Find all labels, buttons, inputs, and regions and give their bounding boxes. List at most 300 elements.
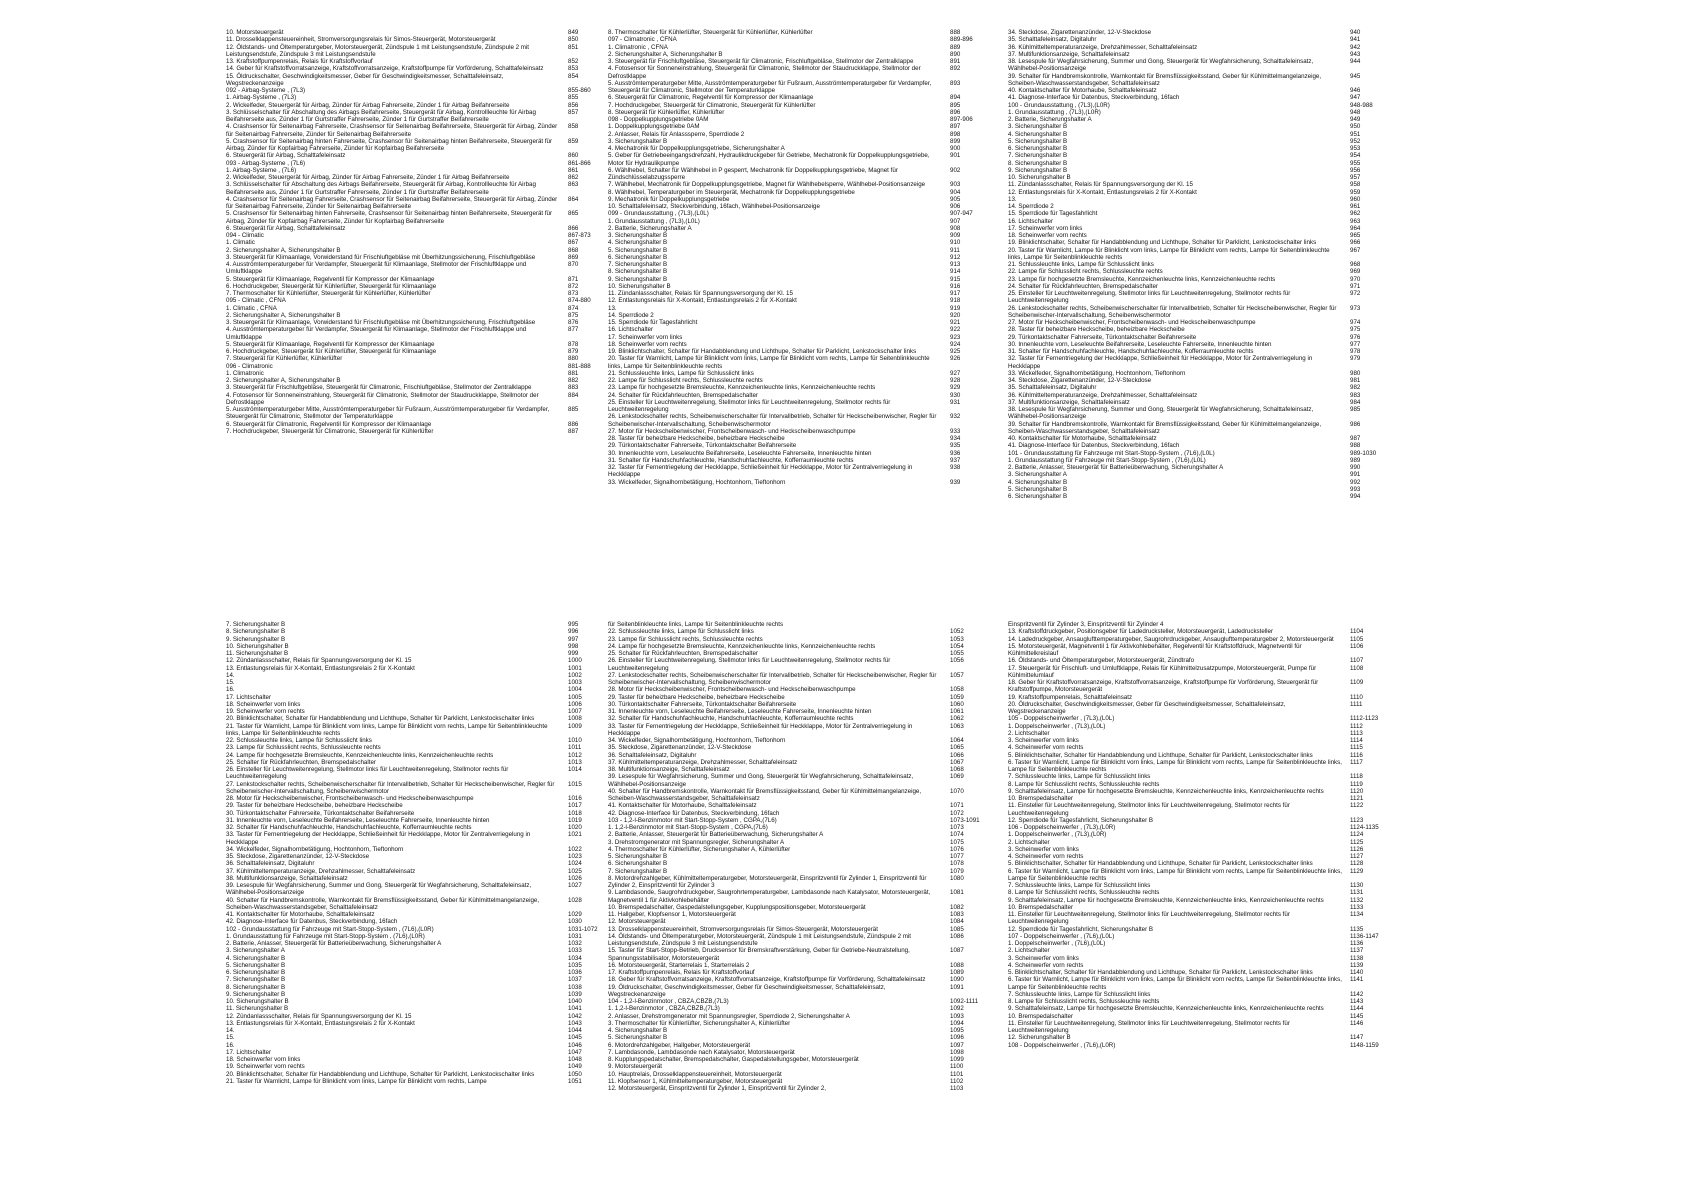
toc-entry[interactable] <box>1008 116 1388 123</box>
toc-entry[interactable] <box>226 254 606 261</box>
toc-entry[interactable] <box>1008 802 1388 817</box>
toc-entry[interactable] <box>226 795 606 802</box>
toc-entry[interactable] <box>608 1013 988 1020</box>
toc-entry[interactable] <box>608 904 988 911</box>
toc-entry[interactable] <box>1008 897 1388 904</box>
toc-entry[interactable] <box>1008 450 1388 457</box>
toc-entry[interactable] <box>608 1071 988 1078</box>
toc-entry[interactable] <box>608 457 988 464</box>
toc-entry[interactable] <box>1008 744 1388 751</box>
toc-entry[interactable] <box>608 947 988 962</box>
toc-entry[interactable] <box>608 131 988 138</box>
toc-entry[interactable] <box>1008 102 1388 109</box>
toc-entry[interactable] <box>608 1034 988 1041</box>
toc-entry[interactable] <box>608 744 988 751</box>
toc-entry[interactable] <box>1008 36 1388 43</box>
toc-entry[interactable] <box>226 781 606 796</box>
toc-entry[interactable] <box>226 868 606 875</box>
toc-entry[interactable] <box>608 276 988 283</box>
toc-entry[interactable] <box>1008 940 1388 947</box>
toc-entry[interactable] <box>1008 657 1388 664</box>
toc-entry[interactable] <box>608 239 988 246</box>
toc-entry[interactable] <box>1008 636 1388 643</box>
toc-entry[interactable] <box>1008 457 1388 464</box>
toc-entry[interactable] <box>1008 955 1388 962</box>
toc-entry[interactable] <box>608 464 988 479</box>
toc-entry[interactable] <box>608 268 988 275</box>
toc-entry[interactable] <box>608 203 988 210</box>
toc-entry[interactable] <box>226 290 606 297</box>
toc-entry[interactable] <box>608 759 988 766</box>
toc-entry[interactable] <box>226 428 606 435</box>
toc-entry[interactable] <box>226 210 606 225</box>
toc-entry[interactable] <box>226 123 606 138</box>
toc-entry[interactable] <box>608 225 988 232</box>
toc-entry[interactable] <box>1008 384 1388 391</box>
toc-entry[interactable] <box>608 341 988 348</box>
toc-entry[interactable] <box>608 1078 988 1085</box>
toc-entry[interactable] <box>608 962 988 969</box>
toc-entry[interactable] <box>608 152 988 167</box>
toc-entry[interactable] <box>1008 174 1388 181</box>
toc-entry[interactable] <box>226 370 606 377</box>
toc-entry[interactable] <box>1008 471 1388 478</box>
toc-entry[interactable] <box>1008 152 1388 159</box>
toc-entry[interactable] <box>226 621 606 628</box>
toc-entry[interactable] <box>608 305 988 312</box>
toc-entry[interactable] <box>608 138 988 145</box>
toc-entry[interactable] <box>1008 947 1388 954</box>
toc-entry[interactable] <box>1008 1013 1388 1020</box>
toc-entry[interactable] <box>1008 817 1388 824</box>
toc-entry[interactable] <box>1008 145 1388 152</box>
toc-entry[interactable] <box>226 384 606 391</box>
toc-entry[interactable] <box>1008 341 1388 348</box>
toc-entry[interactable] <box>1008 29 1388 36</box>
toc-entry[interactable] <box>608 1027 988 1034</box>
toc-entry[interactable] <box>608 773 988 788</box>
toc-entry[interactable] <box>226 305 606 312</box>
toc-entry[interactable] <box>608 261 988 268</box>
toc-entry[interactable] <box>226 802 606 809</box>
toc-entry[interactable] <box>1008 51 1388 58</box>
toc-entry[interactable] <box>608 247 988 254</box>
toc-entry[interactable] <box>226 1013 606 1020</box>
toc-entry[interactable] <box>226 1078 606 1085</box>
toc-entry[interactable] <box>608 918 988 925</box>
toc-entry[interactable] <box>226 363 606 370</box>
toc-entry[interactable] <box>1008 326 1388 333</box>
toc-entry[interactable] <box>226 715 606 722</box>
toc-entry[interactable] <box>1008 853 1388 860</box>
toc-entry[interactable] <box>1008 926 1388 933</box>
toc-entry[interactable] <box>1008 493 1388 500</box>
toc-entry[interactable] <box>1008 94 1388 101</box>
toc-entry[interactable] <box>226 102 606 109</box>
toc-entry[interactable] <box>226 918 606 925</box>
toc-entry[interactable] <box>226 348 606 355</box>
toc-entry[interactable] <box>1008 276 1388 283</box>
toc-entry[interactable] <box>608 348 988 355</box>
toc-entry[interactable] <box>608 123 988 130</box>
toc-entry[interactable] <box>608 643 988 650</box>
toc-entry[interactable] <box>226 297 606 304</box>
toc-entry[interactable] <box>1008 621 1388 628</box>
toc-entry[interactable] <box>1008 305 1388 320</box>
toc-entry[interactable] <box>1008 486 1388 493</box>
toc-entry[interactable] <box>1008 701 1388 716</box>
toc-entry[interactable] <box>226 831 606 846</box>
toc-entry[interactable] <box>226 160 606 167</box>
toc-entry[interactable] <box>1008 464 1388 471</box>
toc-entry[interactable] <box>226 109 606 124</box>
toc-entry[interactable] <box>226 58 606 65</box>
toc-entry[interactable] <box>608 1042 988 1049</box>
toc-entry[interactable] <box>608 29 988 36</box>
toc-entry[interactable] <box>608 413 988 428</box>
toc-entry[interactable] <box>608 1085 988 1092</box>
toc-entry[interactable] <box>1008 889 1388 896</box>
toc-entry[interactable] <box>608 196 988 203</box>
toc-entry[interactable] <box>1008 998 1388 1005</box>
toc-entry[interactable] <box>608 479 988 486</box>
toc-entry[interactable] <box>608 846 988 853</box>
toc-entry[interactable] <box>1008 665 1388 680</box>
toc-entry[interactable] <box>226 708 606 715</box>
toc-entry[interactable] <box>226 326 606 341</box>
toc-entry[interactable] <box>608 715 988 722</box>
toc-entry[interactable] <box>1008 715 1388 722</box>
toc-entry[interactable] <box>226 657 606 664</box>
toc-entry[interactable] <box>608 370 988 377</box>
toc-entry[interactable] <box>226 686 606 693</box>
toc-entry[interactable] <box>1008 268 1388 275</box>
toc-entry[interactable] <box>608 145 988 152</box>
toc-entry[interactable] <box>226 752 606 759</box>
toc-entry[interactable] <box>608 65 988 80</box>
toc-entry[interactable] <box>1008 860 1388 867</box>
toc-entry[interactable] <box>1008 904 1388 911</box>
toc-entry[interactable] <box>608 232 988 239</box>
toc-entry[interactable] <box>1008 911 1388 926</box>
toc-entry[interactable] <box>1008 421 1388 436</box>
toc-entry[interactable] <box>1008 123 1388 130</box>
toc-entry[interactable] <box>226 810 606 817</box>
toc-entry[interactable] <box>1008 991 1388 998</box>
toc-entry[interactable] <box>226 969 606 976</box>
toc-entry[interactable] <box>226 701 606 708</box>
toc-entry[interactable] <box>1008 225 1388 232</box>
toc-entry[interactable] <box>226 984 606 991</box>
toc-entry[interactable] <box>226 167 606 174</box>
toc-entry[interactable] <box>226 138 606 153</box>
toc-entry[interactable] <box>1008 109 1388 116</box>
toc-entry[interactable] <box>226 261 606 276</box>
toc-entry[interactable] <box>608 94 988 101</box>
toc-entry[interactable] <box>226 853 606 860</box>
toc-entry[interactable] <box>1008 218 1388 225</box>
toc-entry[interactable] <box>1008 196 1388 203</box>
toc-entry[interactable] <box>226 377 606 384</box>
toc-entry[interactable] <box>226 636 606 643</box>
toc-entry[interactable] <box>226 1071 606 1078</box>
toc-entry[interactable] <box>226 1042 606 1049</box>
toc-entry[interactable] <box>608 377 988 384</box>
toc-entry[interactable] <box>226 926 606 933</box>
toc-entry[interactable] <box>226 824 606 831</box>
toc-entry[interactable] <box>608 875 988 890</box>
toc-entry[interactable] <box>608 44 988 51</box>
toc-entry[interactable] <box>226 65 606 72</box>
toc-entry[interactable] <box>608 80 988 95</box>
toc-entry[interactable] <box>608 998 988 1005</box>
toc-entry[interactable] <box>1008 319 1388 326</box>
toc-entry[interactable] <box>608 788 988 803</box>
toc-entry[interactable] <box>608 969 988 976</box>
toc-entry[interactable] <box>608 1056 988 1063</box>
toc-entry[interactable] <box>1008 131 1388 138</box>
toc-entry[interactable] <box>608 254 988 261</box>
toc-entry[interactable] <box>226 406 606 421</box>
toc-entry[interactable] <box>608 802 988 809</box>
toc-entry[interactable] <box>608 636 988 643</box>
toc-entry[interactable] <box>1008 868 1388 883</box>
toc-entry[interactable] <box>1008 1005 1388 1012</box>
toc-entry[interactable] <box>608 392 988 399</box>
toc-entry[interactable] <box>608 723 988 738</box>
toc-entry[interactable] <box>226 650 606 657</box>
toc-entry[interactable] <box>608 334 988 341</box>
toc-entry[interactable] <box>1008 58 1388 73</box>
toc-entry[interactable] <box>1008 839 1388 846</box>
toc-entry[interactable] <box>1008 831 1388 838</box>
toc-entry[interactable] <box>1008 44 1388 51</box>
toc-entry[interactable] <box>608 1005 988 1012</box>
toc-entry[interactable] <box>608 355 988 370</box>
toc-entry[interactable] <box>1008 232 1388 239</box>
toc-entry[interactable] <box>226 174 606 181</box>
toc-entry[interactable] <box>226 817 606 824</box>
toc-entry[interactable] <box>1008 969 1388 976</box>
toc-entry[interactable] <box>1008 723 1388 730</box>
toc-entry[interactable] <box>608 839 988 846</box>
toc-entry[interactable] <box>226 759 606 766</box>
toc-entry[interactable] <box>608 752 988 759</box>
toc-entry[interactable] <box>608 911 988 918</box>
toc-entry[interactable] <box>1008 442 1388 449</box>
toc-entry[interactable] <box>608 831 988 838</box>
toc-entry[interactable] <box>226 962 606 969</box>
toc-entry[interactable] <box>1008 334 1388 341</box>
toc-entry[interactable] <box>1008 795 1388 802</box>
toc-entry[interactable] <box>226 341 606 348</box>
toc-entry[interactable] <box>226 181 606 196</box>
toc-entry[interactable] <box>1008 355 1388 370</box>
toc-entry[interactable] <box>1008 87 1388 94</box>
toc-entry[interactable] <box>226 94 606 101</box>
toc-entry[interactable] <box>226 897 606 912</box>
toc-entry[interactable] <box>1008 1020 1388 1035</box>
toc-entry[interactable] <box>608 766 988 773</box>
toc-entry[interactable] <box>1008 933 1388 940</box>
toc-entry[interactable] <box>608 628 988 635</box>
toc-entry[interactable] <box>226 247 606 254</box>
toc-entry[interactable] <box>1008 643 1388 658</box>
toc-entry[interactable] <box>608 442 988 449</box>
toc-entry[interactable] <box>226 723 606 738</box>
toc-entry[interactable] <box>608 621 988 628</box>
toc-entry[interactable] <box>1008 752 1388 759</box>
toc-entry[interactable] <box>226 976 606 983</box>
toc-entry[interactable] <box>1008 788 1388 795</box>
toc-entry[interactable] <box>1008 160 1388 167</box>
toc-entry[interactable] <box>1008 479 1388 486</box>
toc-entry[interactable] <box>1008 730 1388 737</box>
toc-entry[interactable] <box>1008 679 1388 694</box>
toc-entry[interactable] <box>226 955 606 962</box>
toc-entry[interactable] <box>608 290 988 297</box>
toc-entry[interactable] <box>226 643 606 650</box>
toc-entry[interactable] <box>226 665 606 672</box>
toc-entry[interactable] <box>1008 759 1388 774</box>
toc-entry[interactable] <box>226 694 606 701</box>
toc-entry[interactable] <box>226 355 606 362</box>
toc-entry[interactable] <box>1008 773 1388 780</box>
toc-entry[interactable] <box>608 109 988 116</box>
toc-entry[interactable] <box>608 1020 988 1027</box>
toc-entry[interactable] <box>1008 73 1388 88</box>
toc-entry[interactable] <box>608 868 988 875</box>
toc-entry[interactable] <box>1008 1042 1388 1049</box>
toc-entry[interactable] <box>608 116 988 123</box>
toc-entry[interactable] <box>608 167 988 182</box>
toc-entry[interactable] <box>608 51 988 58</box>
toc-entry[interactable] <box>226 319 606 326</box>
toc-entry[interactable] <box>1008 261 1388 268</box>
toc-entry[interactable] <box>608 1049 988 1056</box>
toc-entry[interactable] <box>608 686 988 693</box>
toc-entry[interactable] <box>608 810 988 817</box>
toc-entry[interactable] <box>1008 976 1388 991</box>
toc-entry[interactable] <box>1008 435 1388 442</box>
toc-entry[interactable] <box>608 283 988 290</box>
toc-entry[interactable] <box>1008 138 1388 145</box>
toc-entry[interactable] <box>1008 882 1388 889</box>
toc-entry[interactable] <box>608 312 988 319</box>
toc-entry[interactable] <box>226 1005 606 1012</box>
toc-entry[interactable] <box>608 933 988 948</box>
toc-entry[interactable] <box>226 1020 606 1027</box>
toc-entry[interactable] <box>1008 167 1388 174</box>
toc-entry[interactable] <box>608 102 988 109</box>
toc-entry[interactable] <box>1008 189 1388 196</box>
toc-entry[interactable] <box>1008 846 1388 853</box>
toc-entry[interactable] <box>226 312 606 319</box>
toc-entry[interactable] <box>1008 377 1388 384</box>
toc-entry[interactable] <box>608 657 988 672</box>
toc-entry[interactable] <box>226 882 606 897</box>
toc-entry[interactable] <box>226 29 606 36</box>
toc-entry[interactable] <box>226 628 606 635</box>
toc-entry[interactable] <box>1008 181 1388 188</box>
toc-entry[interactable] <box>226 1063 606 1070</box>
toc-entry[interactable] <box>226 421 606 428</box>
toc-entry[interactable] <box>226 44 606 59</box>
toc-entry[interactable] <box>226 933 606 940</box>
toc-entry[interactable] <box>608 189 988 196</box>
toc-entry[interactable] <box>226 744 606 751</box>
toc-entry[interactable] <box>608 319 988 326</box>
toc-entry[interactable] <box>1008 628 1388 635</box>
toc-entry[interactable] <box>608 694 988 701</box>
toc-entry[interactable] <box>226 846 606 853</box>
toc-entry[interactable] <box>226 911 606 918</box>
toc-entry[interactable] <box>608 817 988 824</box>
toc-entry[interactable] <box>608 1063 988 1070</box>
toc-entry[interactable] <box>608 326 988 333</box>
toc-entry[interactable] <box>226 1056 606 1063</box>
toc-entry[interactable] <box>226 860 606 867</box>
toc-entry[interactable] <box>226 737 606 744</box>
toc-entry[interactable] <box>1008 406 1388 421</box>
toc-entry[interactable] <box>608 853 988 860</box>
toc-entry[interactable] <box>608 399 988 414</box>
toc-entry[interactable] <box>226 196 606 211</box>
toc-entry[interactable] <box>608 708 988 715</box>
toc-entry[interactable] <box>608 860 988 867</box>
toc-entry[interactable] <box>226 1049 606 1056</box>
toc-entry[interactable] <box>226 679 606 686</box>
toc-entry[interactable] <box>608 737 988 744</box>
toc-entry[interactable] <box>226 1027 606 1034</box>
toc-entry[interactable] <box>226 36 606 43</box>
toc-entry[interactable] <box>608 889 988 904</box>
toc-entry[interactable] <box>608 297 988 304</box>
toc-entry[interactable] <box>608 384 988 391</box>
toc-entry[interactable] <box>226 152 606 159</box>
toc-entry[interactable] <box>1008 781 1388 788</box>
toc-entry[interactable] <box>1008 210 1388 217</box>
toc-entry[interactable] <box>226 276 606 283</box>
toc-entry[interactable] <box>608 210 988 217</box>
toc-entry[interactable] <box>226 991 606 998</box>
toc-entry[interactable] <box>608 650 988 657</box>
toc-entry[interactable] <box>608 984 988 999</box>
toc-entry[interactable] <box>226 940 606 947</box>
toc-entry[interactable] <box>1008 290 1388 305</box>
toc-entry[interactable] <box>226 73 606 88</box>
toc-entry[interactable] <box>608 218 988 225</box>
toc-entry[interactable] <box>608 976 988 983</box>
toc-entry[interactable] <box>608 428 988 435</box>
toc-entry[interactable] <box>1008 370 1388 377</box>
toc-entry[interactable] <box>226 392 606 407</box>
toc-entry[interactable] <box>226 283 606 290</box>
toc-entry[interactable] <box>608 926 988 933</box>
toc-entry[interactable] <box>608 181 988 188</box>
toc-entry[interactable] <box>608 36 988 43</box>
toc-entry[interactable] <box>1008 399 1388 406</box>
toc-entry[interactable] <box>608 672 988 687</box>
toc-entry[interactable] <box>1008 694 1388 701</box>
toc-entry[interactable] <box>226 232 606 239</box>
toc-entry[interactable] <box>608 58 988 65</box>
toc-entry[interactable] <box>1008 239 1388 246</box>
toc-entry[interactable] <box>226 947 606 954</box>
toc-entry[interactable] <box>1008 962 1388 969</box>
toc-entry[interactable] <box>1008 283 1388 290</box>
toc-entry[interactable] <box>608 701 988 708</box>
